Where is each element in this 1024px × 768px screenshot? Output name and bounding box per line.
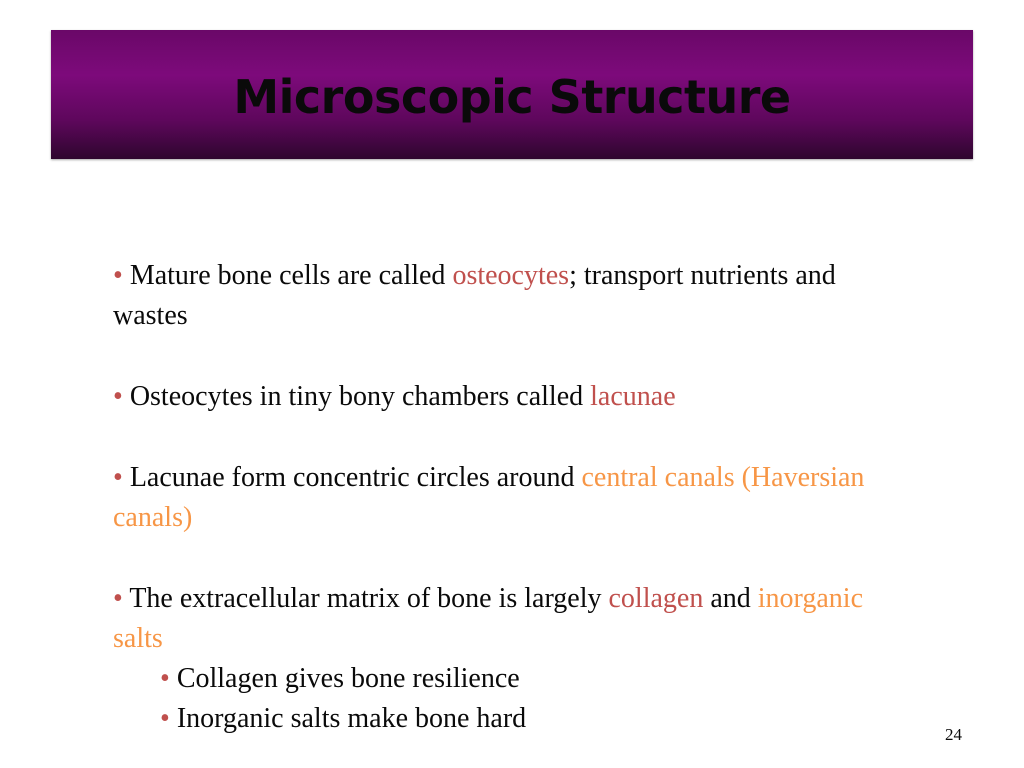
bullet-text: Osteocytes in tiny bony chambers called — [129, 381, 591, 412]
bullet-icon: • — [160, 703, 170, 734]
sub-bullet-inorganic-salts — [113, 699, 913, 739]
term-inorganic-salts: inorganic salts — [113, 583, 864, 654]
bullet-icon: • — [113, 260, 123, 291]
bullet-icon: • — [113, 462, 123, 493]
term-osteocytes: osteocytes — [452, 260, 570, 291]
slide-number: 24 — [945, 725, 962, 744]
term-central-canals: central canals (Haversian canals) — [113, 462, 865, 533]
slide-body — [113, 256, 913, 739]
bullet-osteocytes — [113, 256, 913, 336]
slide-title: Microscopic Structure — [233, 70, 791, 124]
sub-bullet-text: Collagen gives bone resilience — [176, 663, 520, 694]
term-collagen: collagen — [608, 583, 704, 614]
bullet-text: and — [703, 583, 758, 614]
bullet-text: ; transport nutrients and wastes — [113, 260, 836, 331]
bullet-text: The extracellular matrix of bone is largely — [129, 583, 609, 614]
bullet-icon: • — [113, 381, 123, 412]
bullet-text: Mature bone cells are called — [129, 260, 453, 291]
bullet-central-canals — [113, 458, 913, 538]
bullet-icon: • — [113, 583, 123, 614]
sub-bullet-collagen — [113, 659, 913, 699]
bullet-matrix — [113, 579, 913, 659]
sub-bullet-text: Inorganic salts make bone hard — [176, 703, 527, 734]
bullet-lacunae — [113, 377, 913, 417]
term-lacunae: lacunae — [590, 381, 676, 412]
bullet-icon: • — [160, 663, 170, 694]
bullet-text: Lacunae form concentric circles around — [129, 462, 582, 493]
